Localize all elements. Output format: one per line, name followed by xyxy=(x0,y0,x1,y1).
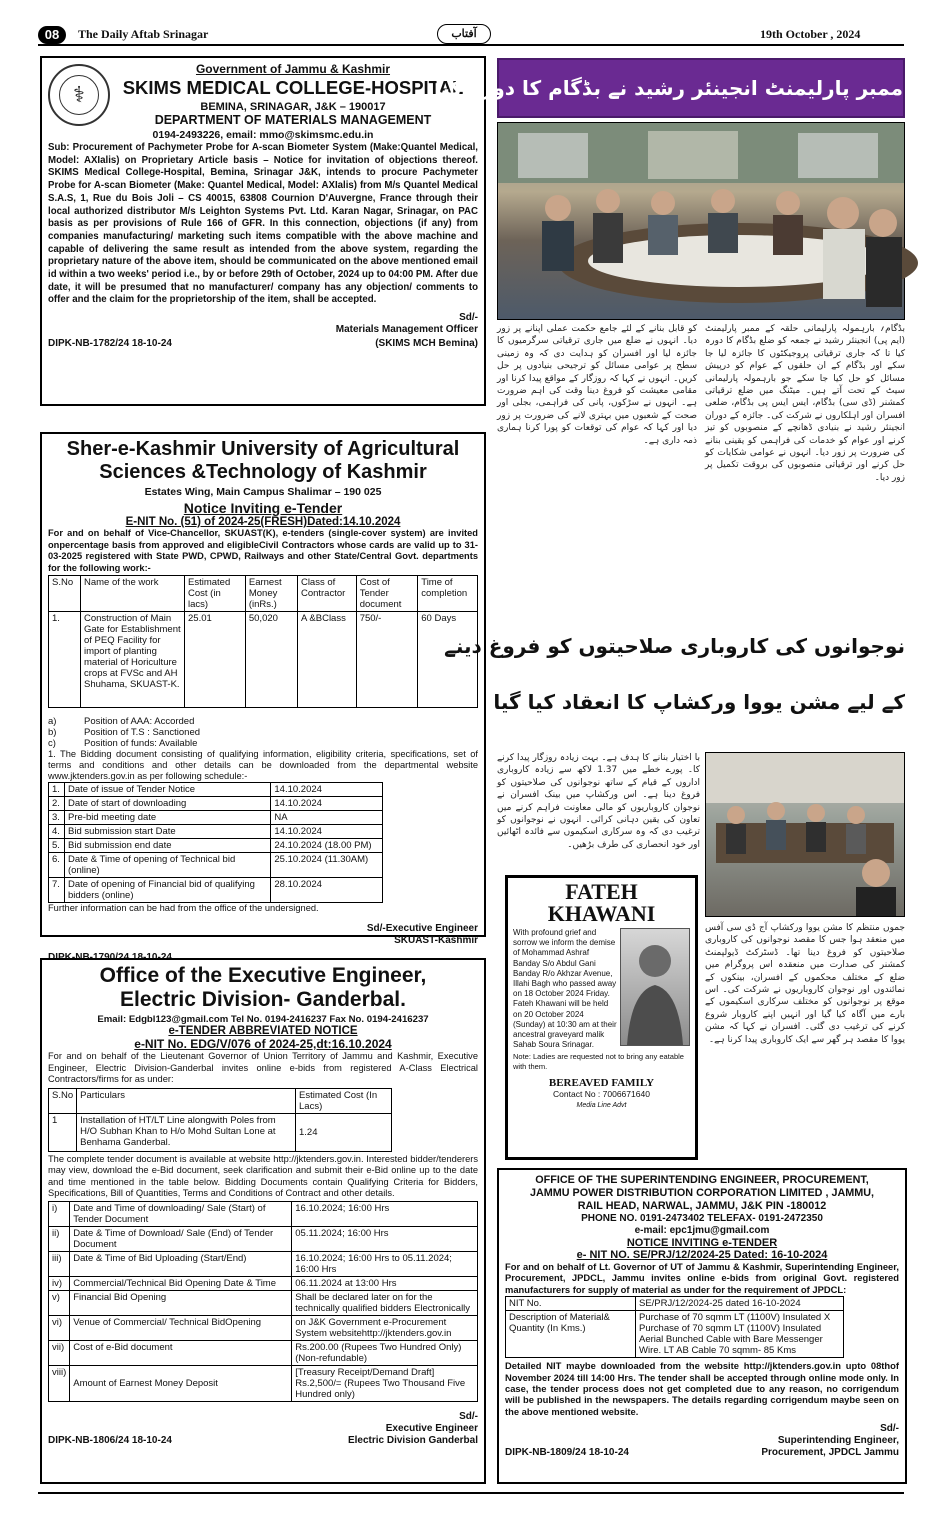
col-cost: Estimated Cost (in lacs) xyxy=(185,576,246,612)
cell: 6. xyxy=(49,853,65,878)
news-mp-visit-headline xyxy=(434,58,905,118)
table-row xyxy=(49,1251,478,1276)
obit-contact: Contact No : 7006671640 xyxy=(553,1089,650,1100)
obit-title-2: KHAWANI xyxy=(547,901,656,926)
table-row xyxy=(49,811,383,825)
cell: 60 Days xyxy=(418,612,478,708)
cell: Date of opening of Financial bid of qualifying bidders (online) xyxy=(65,878,271,903)
cell: 06.11.2024 at 13:00 Hrs xyxy=(292,1276,478,1290)
obit-family: BEREAVED FAMILY xyxy=(548,1077,655,1090)
skuast-intro: For and on behalf of Vice-Chancellor, SKUAST(K), e-tenders (single-cover system) are invited onpercentage basis from approved and eligibleCivil Contractors whose cards are valid up to 31-03-2025 registered with State PWD, CPWD, Railways and other State/Central Govt. departments for the following work:- xyxy=(48,528,478,573)
cell: 5. xyxy=(49,839,65,853)
jpdcl-detail: Detailed NIT maybe downloaded from the website http://jktenders.gov.in upto 08thof November 2024 till 14:00 Hrs. The tender shall be accepted through online mode only. In case, the tender process does not get completed due to any reason, no corrigendum will be published in the newspapers. The details regarding corrigendum maybe seen on the above mentioned website. xyxy=(505,1360,899,1417)
news-column: جموں منتظم کا مشن یووا ورکشاپ آج ڈی سی آفس میں منعقد ہوا جس کا مقصد نوجوانوں کی کاروباری صلاحیتوں کو فروغ دینا تھا۔ ڈسٹرکٹ ڈیولپمنٹ کمشنر کی صدارت میں منعقدہ اس پروگرام میں ضلع کے مختلف محکموں کے افسران، بینکوں کے نمائندوں اور نوجوان کاروباریوں نے شرکت کی۔ اس موقع پر نوجوانوں کو مختلف سرکاری اسکیموں کے بارے میں آگاہ کیا گیا اور انہیں اپنے کاروبار شروع کرنے کی ترغیب دی گئی۔ افسران نے کہا کہ مشن یووا کا مقصد ہر گھر سے ایک کاروباری پیدا کرنا ہے۔ xyxy=(705,923,905,1045)
news-mission-yuva-headline xyxy=(444,622,905,742)
table-row xyxy=(49,853,383,878)
meeting-photo xyxy=(497,122,905,320)
ganderbal-complete: The complete tender document is available at website http://jktenders.gov.in. Interested bidder/tenderers may view, download the e-Bid document, seek clarification and submit their e-Bid online up to the date and time mentioned in the table below. Bidding Documents contain Qualifying Criteria for Bidders, Specifications, Bill of Quantities, Terms and Conditions of Contract and other details. xyxy=(48,1153,478,1198)
skims-contact: 0194-2493226, email: mmo@skimsmc.edu.in xyxy=(152,129,374,141)
cell: 16.10.2024; 16:00 Hrs to 05.11.2024; 16:00 Hrs xyxy=(292,1251,478,1276)
cell: Bid submission start Date xyxy=(65,825,271,839)
jpdcl-dipk: DIPK-NB-1809/24 18-10-24 xyxy=(505,1447,629,1459)
skims-body: Sub: Procurement of Pachymeter Probe for A-scan Biometer System (Make:Quantel Medical, Model: AXIalis) on Proprietary Article basis – Notice for invitation of objections thereof. SKIMS Medical College-Hospital, Bemina, Srinagar J&K, intends to procure Pachymeter Probe for A-scan Biometer (Make: Quantel Medical, Model: AXIalis) from M/s Quantel Medical S.A.S, 1, Rue du Bois Joli – CS 40015, 63808 Cournion D'Auvergne, France through their local authorized distributor M/s Leighton Systems Pvt. Ltd. Karan Nagar, Srinagar, on PAC basis as per provisions of Rule 166 of GFR. In this connection, objections (if any) from companies manufacturing/ marketing such items compatible with the above machine and capable of delivering the same result as intended from the above system, regarding the proprietary nature of the above item, should be communicated on the above mentioned email id within a two weeks' period i.e., by or before 29th of October, 2024 up to 04:00 PM. After due date, it will be presumed that no manufacturer/ company has any objection/ comments to offer and the claim for the proprietorship of the item, shall be accepted. xyxy=(48,142,478,306)
table-row xyxy=(506,1311,844,1358)
cell: Shall be declared later on for the technically qualified bidders Electronically xyxy=(292,1290,478,1315)
list-marker: c) xyxy=(48,738,56,749)
skuast-schedule-table xyxy=(48,782,383,903)
table-row xyxy=(49,797,383,811)
cell: Description of Material& Quantity (In Kms.) xyxy=(506,1311,636,1358)
list-item: Position of T.S : Sanctioned xyxy=(84,727,201,738)
col-particulars: Particulars xyxy=(77,1088,296,1113)
cell: 4. xyxy=(49,825,65,839)
cell: Purchase of 70 sqmm LT (1100V) Insulated X Purchase of 70 sqmm LT (1100V) Insulated Aerial Bunched Cable with Bare Messenger Wire. LT AB Cable 70 sqmm- 85 Kms xyxy=(636,1311,844,1358)
issue-date: 19th October , 2024 xyxy=(760,27,861,41)
cell: Rs.200.00 (Rupees Two Hundred Only) (Non-refundable) xyxy=(292,1340,478,1365)
workshop-photo-art xyxy=(706,753,904,916)
jpdcl-line-1: OFFICE OF THE SUPERINTENDING ENGINEER, PROCUREMENT, xyxy=(535,1174,869,1186)
table-row xyxy=(49,1201,478,1226)
table-row xyxy=(49,1365,478,1401)
cell: 1. xyxy=(49,783,65,797)
ganderbal-officer: Executive Engineer xyxy=(385,1422,478,1434)
skuast-positions xyxy=(48,716,478,749)
col-emd: Earnest Money (inRs.) xyxy=(245,576,297,612)
skims-sd: Sd/- xyxy=(459,312,478,324)
obit-note: Note: Ladies are requested not to bring any eatable with them. xyxy=(513,1052,684,1071)
cell: Date of issue of Tender Notice xyxy=(65,783,271,797)
ganderbal-intro: For and on behalf of the Lieutenant Governor of Union Territory of Jammu and Kashmir, Executive Engineer, Electric Division-Ganderbal invites online e-bids from registered A-Class Electrical Contractors/firms for as under: xyxy=(48,1051,478,1084)
ganderbal-advert xyxy=(40,958,486,1484)
jpdcl-nit: e- NIT NO. SE/PRJ/12/2024-25 Dated: 16-10-2024 xyxy=(576,1249,828,1261)
cell: Cost of e-Bid document xyxy=(70,1340,292,1365)
page-bottom-rule xyxy=(38,1492,904,1494)
skims-seal: ⚕ xyxy=(48,64,110,126)
table-row xyxy=(49,1315,478,1340)
cell: iii) xyxy=(49,1251,70,1276)
ganderbal-work-table xyxy=(48,1088,392,1152)
ganderbal-org: Electric Division Ganderbal xyxy=(347,1434,478,1446)
cell: 7. xyxy=(49,878,65,903)
skims-org: (SKIMS MCH Bemina) xyxy=(375,338,478,350)
jpdcl-table xyxy=(505,1296,844,1358)
cell: 16.10.2024; 16:00 Hrs xyxy=(292,1201,478,1226)
col-sno: S.No xyxy=(49,1088,77,1113)
jpdcl-line-2: JAMMU POWER DISTRIBUTION CORPORATION LIMITED , JAMMU, xyxy=(529,1187,875,1199)
cell: Date & Time of opening of Technical bid (online) xyxy=(65,853,271,878)
col-work: Name of the work xyxy=(81,576,185,612)
cell: vi) xyxy=(49,1315,70,1340)
cell: iv) xyxy=(49,1276,70,1290)
table-row xyxy=(506,1297,844,1311)
cell: Financial Bid Opening xyxy=(70,1290,292,1315)
cell: 14.10.2024 xyxy=(271,783,383,797)
skims-dipk: DIPK-NB-1782/24 18-10-24 xyxy=(48,338,172,350)
cell: Date & Time of Bid Uploading (Start/End) xyxy=(70,1251,292,1276)
cell: 05.11.2024; 16:00 Hrs xyxy=(292,1226,478,1251)
ganderbal-dipk: DIPK-NB-1806/24 18-10-24 xyxy=(48,1434,172,1446)
newspaper-logo: آفتاب xyxy=(437,24,491,44)
cell: v) xyxy=(49,1290,70,1315)
table-row xyxy=(49,612,478,708)
news-column: کو قابل بنانے کے لئے جامع حکمت عملی اپنانے پر زور دیا۔ انہوں نے ضلع میں جاری ترقیاتی سرگرمیوں کا جائزہ لیا اور افسران کو ہدایت دی کہ وہ زمینی سطح پر عوامی مسائل کو ترجیحی بنیادوں پر حل کریں۔ انہوں نے کہا کہ روزگار کے مواقع پیدا کرنا اور مقامی معیشت کو فروغ دینا وقت کی اہم ضرورت ہے۔ انہوں نے سڑکوں، پانی کی فراہمی، بجلی اور صحت کے شعبوں میں بہتری لانے کی ضرورت پر زور دیا اور کہا کہ عوام کی توقعات کو پورا کرنا ہماری ذمہ داری ہے۔ xyxy=(497,324,697,446)
obit-text: With profound grief and sorrow we inform the demise of Mohammad Ashraf Banday S/o Abdul Gani Banday R/o Akhzar Avenue, Illahi Bagh who passed away on 18 October 2024 Friday. Fateh Khawani will be held on 20 October 2024 (Sunday) at 10:30 am at their ancestral graveyard malik Sahab Soura Srinagar. xyxy=(513,928,617,1050)
cell: 24.10.2024 (18.00 PM) xyxy=(271,839,383,853)
ganderbal-notice: e-TENDER ABBREVIATED NOTICE xyxy=(168,1025,358,1037)
ganderbal-enit: e-NIT No. EDG/V/076 of 2024-25,dt:16.10.2024 xyxy=(134,1037,392,1051)
cell: [Treasury Receipt/Demand Draft] Rs.2,500/= (Rupees Two Thousand Five Hundred only) xyxy=(292,1365,478,1401)
cell: 14.10.2024 xyxy=(271,797,383,811)
cell: Date and Time of downloading/ Sale (Start) of Tender Document xyxy=(70,1201,292,1226)
skuast-work-table xyxy=(48,575,478,708)
news-column: با اختیار بنانے کا ہدف ہے۔ بہت زیادہ روزگار پیدا کرنے کا۔ پورے خطے میں 1.37 لاکھ سے زیادہ کاروباری اداروں کے قیام کے ساتھ نوجوانوں کی صلاحیتوں کو فروغ دینا ہے۔ اس ورکشاپ میں بینک افسران نے نوجوان کاروباریوں کو مالی معاونت فراہم کرنے میں تعاون کی یقین دہانی کرائی۔ انہوں نے نوجوانوں کو ترغیب دی کہ وہ سرکاری اسکیموں سے فائدہ اٹھائیں اور خود انحصاری کی طرف بڑھیں۔ xyxy=(497,753,701,850)
news-headline: نوجوانوں کی کاروباری صلاحیتوں کو فروغ دینے xyxy=(444,634,905,658)
skims-address: BEMINA, SRINAGAR, J&K – 190017 xyxy=(200,101,386,113)
cell: SE/PRJ/12/2024-25 dated 16-10-2024 xyxy=(636,1297,844,1311)
ganderbal-schedule-table xyxy=(48,1201,478,1402)
col-time: Time of completion xyxy=(418,576,478,612)
newspaper-name: The Daily Aftab Srinagar xyxy=(78,27,209,41)
skuast-advert xyxy=(40,432,486,946)
list-marker: b) xyxy=(48,727,57,738)
skims-dept: DEPARTMENT OF MATERIALS MANAGEMENT xyxy=(154,113,432,127)
cell: NA xyxy=(271,811,383,825)
cell: NIT No. xyxy=(506,1297,636,1311)
cell: 1.24 xyxy=(296,1113,392,1151)
jpdcl-sd: Sd/- xyxy=(880,1423,899,1435)
cell: ii) xyxy=(49,1226,70,1251)
col-sno: S.No xyxy=(49,576,81,612)
meeting-photo-art xyxy=(498,123,904,319)
cell: 25.10.2024 (11.30AM) xyxy=(271,853,383,878)
jpdcl-officer: Superintending Engineer, xyxy=(777,1435,899,1447)
table-row xyxy=(49,1290,478,1315)
cell: Date of start of downloading xyxy=(65,797,271,811)
table-row xyxy=(49,839,383,853)
cell: Date & Time of Download/ Sale (End) of Tender Document xyxy=(70,1226,292,1251)
jpdcl-advert xyxy=(497,1168,907,1484)
table-row xyxy=(49,1226,478,1251)
obit-title-1: FATEH xyxy=(565,879,638,904)
cell: Bid submission end date xyxy=(65,839,271,853)
obit-agency: Media Line Advt xyxy=(576,1102,627,1110)
skuast-enit: E-NIT No. (51) of 2024-25(FRESH)Dated:14.10.2024 xyxy=(125,516,401,528)
col-doc-cost: Cost of Tender document xyxy=(356,576,418,612)
deceased-portrait-art xyxy=(621,929,689,1045)
table-row xyxy=(49,825,383,839)
jpdcl-notice: NOTICE INVITING e-TENDER xyxy=(626,1237,778,1249)
jpdcl-phone: PHONE NO. 0191-2473402 TELEFAX- 0191-2472350 xyxy=(581,1213,823,1224)
table-row xyxy=(49,1276,478,1290)
cell: Amount of Earnest Money Deposit xyxy=(70,1365,292,1401)
skims-govt: Government of Jammu & Kashmir xyxy=(195,62,391,76)
skuast-further: Further information can be had from the office of the undersigned. xyxy=(48,903,319,913)
ganderbal-contact: Email: Edgbl123@gmail.com Tel No. 0194-2416237 Fax No. 0194-2416237 xyxy=(97,1014,429,1025)
cell: Commercial/Technical Bid Opening Date & Time xyxy=(70,1276,292,1290)
table-row xyxy=(49,1340,478,1365)
cell: Installation of HT/LT Line alongwith Poles from H/O Subhan Khan to H/o Mohd Sultan Lone at Benhama Ganderbal. xyxy=(77,1113,296,1151)
cell: 25.01 xyxy=(185,612,246,708)
news-headline: کے لیے مشن یووا ورکشاپ کا انعقاد کیا گیا xyxy=(493,690,905,714)
skuast-bidding: 1. The Bidding document consisting of qualifying information, eligibility criteria, specifications, set of terms and conditions and other details can be downloaded from the departmental website www.jktenders.gov.in as per following schedule:- xyxy=(48,749,478,781)
cell: 14.10.2024 xyxy=(271,825,383,839)
ganderbal-title-2: Electric Division- Ganderbal. xyxy=(120,988,406,1011)
table-row xyxy=(49,1113,392,1151)
cell: vii) xyxy=(49,1340,70,1365)
obituary-notice xyxy=(505,875,698,1160)
cell: 750/- xyxy=(356,612,418,708)
skims-officer: Materials Management Officer xyxy=(335,324,478,336)
cell: 1 xyxy=(49,1113,77,1151)
skuast-title-1: Sher-e-Kashmir University of Agricultural xyxy=(66,438,460,460)
skuast-title-2: Sciences &Technology of Kashmir xyxy=(99,461,427,483)
list-marker: a) xyxy=(48,716,57,727)
cell: 28.10.2024 xyxy=(271,878,383,903)
skuast-wing: Estates Wing, Main Campus Shalimar – 190 025 xyxy=(144,486,382,498)
ganderbal-title-1: Office of the Executive Engineer, xyxy=(99,964,427,987)
list-item: Position of AAA: Accorded xyxy=(84,716,195,727)
skims-advert xyxy=(40,56,486,406)
skuast-notice: Notice Inviting e-Tender xyxy=(183,500,343,516)
skuast-org: SKUAST-Kashmir xyxy=(394,935,478,946)
cell: Construction of Main Gate for Establishment of PEQ Facility for import of planting material of Horiculture crops at FVSc and AH Shuhama, SKUAST-K. xyxy=(81,612,185,708)
jpdcl-line-3: RAIL HEAD, NARWAL, JAMMU, J&K PIN -180012 xyxy=(577,1200,827,1212)
cell: viii) xyxy=(49,1365,70,1401)
table-row xyxy=(49,878,383,903)
deceased-photo xyxy=(620,928,690,1046)
jpdcl-email: e-mail: epc1jmu@gmail.com xyxy=(634,1225,770,1236)
jpdcl-intro: For and on behalf of Lt. Governor of UT of Jammu & Kashmir, Superintending Engineer, Procurement, JPDCL, Jammu invites online e-bids from original Govt. registered manufacturers for supply of material as under for the requirement of JPDCL: xyxy=(505,1261,899,1295)
cell: 3. xyxy=(49,811,65,825)
table-row xyxy=(49,783,383,797)
jpdcl-org: Procurement, JPDCL Jammu xyxy=(761,1447,899,1459)
cell: i) xyxy=(49,1201,70,1226)
ganderbal-sd: Sd/- xyxy=(459,1410,478,1422)
cell: A &BClass xyxy=(297,612,356,708)
news-mp-visit-body xyxy=(497,323,905,591)
workshop-photo xyxy=(705,752,905,917)
col-cost: Estimated Cost (In Lacs) xyxy=(296,1088,392,1113)
list-item: Position of funds: Available xyxy=(84,738,198,749)
cell: Pre-bid meeting date xyxy=(65,811,271,825)
cell: 1. xyxy=(49,612,81,708)
cell: Venue of Commercial/ Technical BidOpening xyxy=(70,1315,292,1340)
news-headline: ممبر پارلیمنٹ انجینئر رشید نے بڈگام کا دورہ کیا xyxy=(434,76,903,100)
page-number: 08 xyxy=(38,26,66,44)
cell: on J&K Government e-Procurement System websitehttp://jktenders.gov.in xyxy=(292,1315,478,1340)
cell: 2. xyxy=(49,797,65,811)
cell: 50,020 xyxy=(245,612,297,708)
col-class: Class of Contractor xyxy=(297,576,356,612)
news-column: بڈگام؍ بارہمولہ پارلیمانی حلقہ کے ممبر پارلیمنٹ (ایم پی) انجینئر رشید نے جمعہ کو ضلع بڈگام کا دورہ کیا تا کہ جاری ترقیاتی پروجیکٹوں کا جائزہ لیا جا سکے اور بڈگام کے ان حلقوں کے عوام کو درپیش مسائل کو حل کیا جا سکے جو بارہمولہ پارلیمانی سیٹ کے تحت آتے ہیں۔ میٹنگ میں ضلع ترقیاتی کمشنر (ڈی سی) بڈگام، ایس ایس پی بڈگام، ضلعی افسران اور اہلکاروں نے شرکت کی۔ جائزہ کے دوران انجینئر رشید نے بنیادی ڈھانچے کے منصوبوں کو تیز کرنے اور عوام کو خدمات کی فراہمی کو یقینی بنانے کی ضرورت پر زور دیا۔ انہوں نے عوامی شکایات کو حل کرنے اور ترقیاتی منصوبوں کی بروقت تکمیل پر زور دیا۔ xyxy=(705,324,905,483)
skuast-sd: Sd/-Executive Engineer xyxy=(366,923,478,934)
skims-name: SKIMS MEDICAL COLLEGE-HOSPITAL xyxy=(122,77,464,98)
